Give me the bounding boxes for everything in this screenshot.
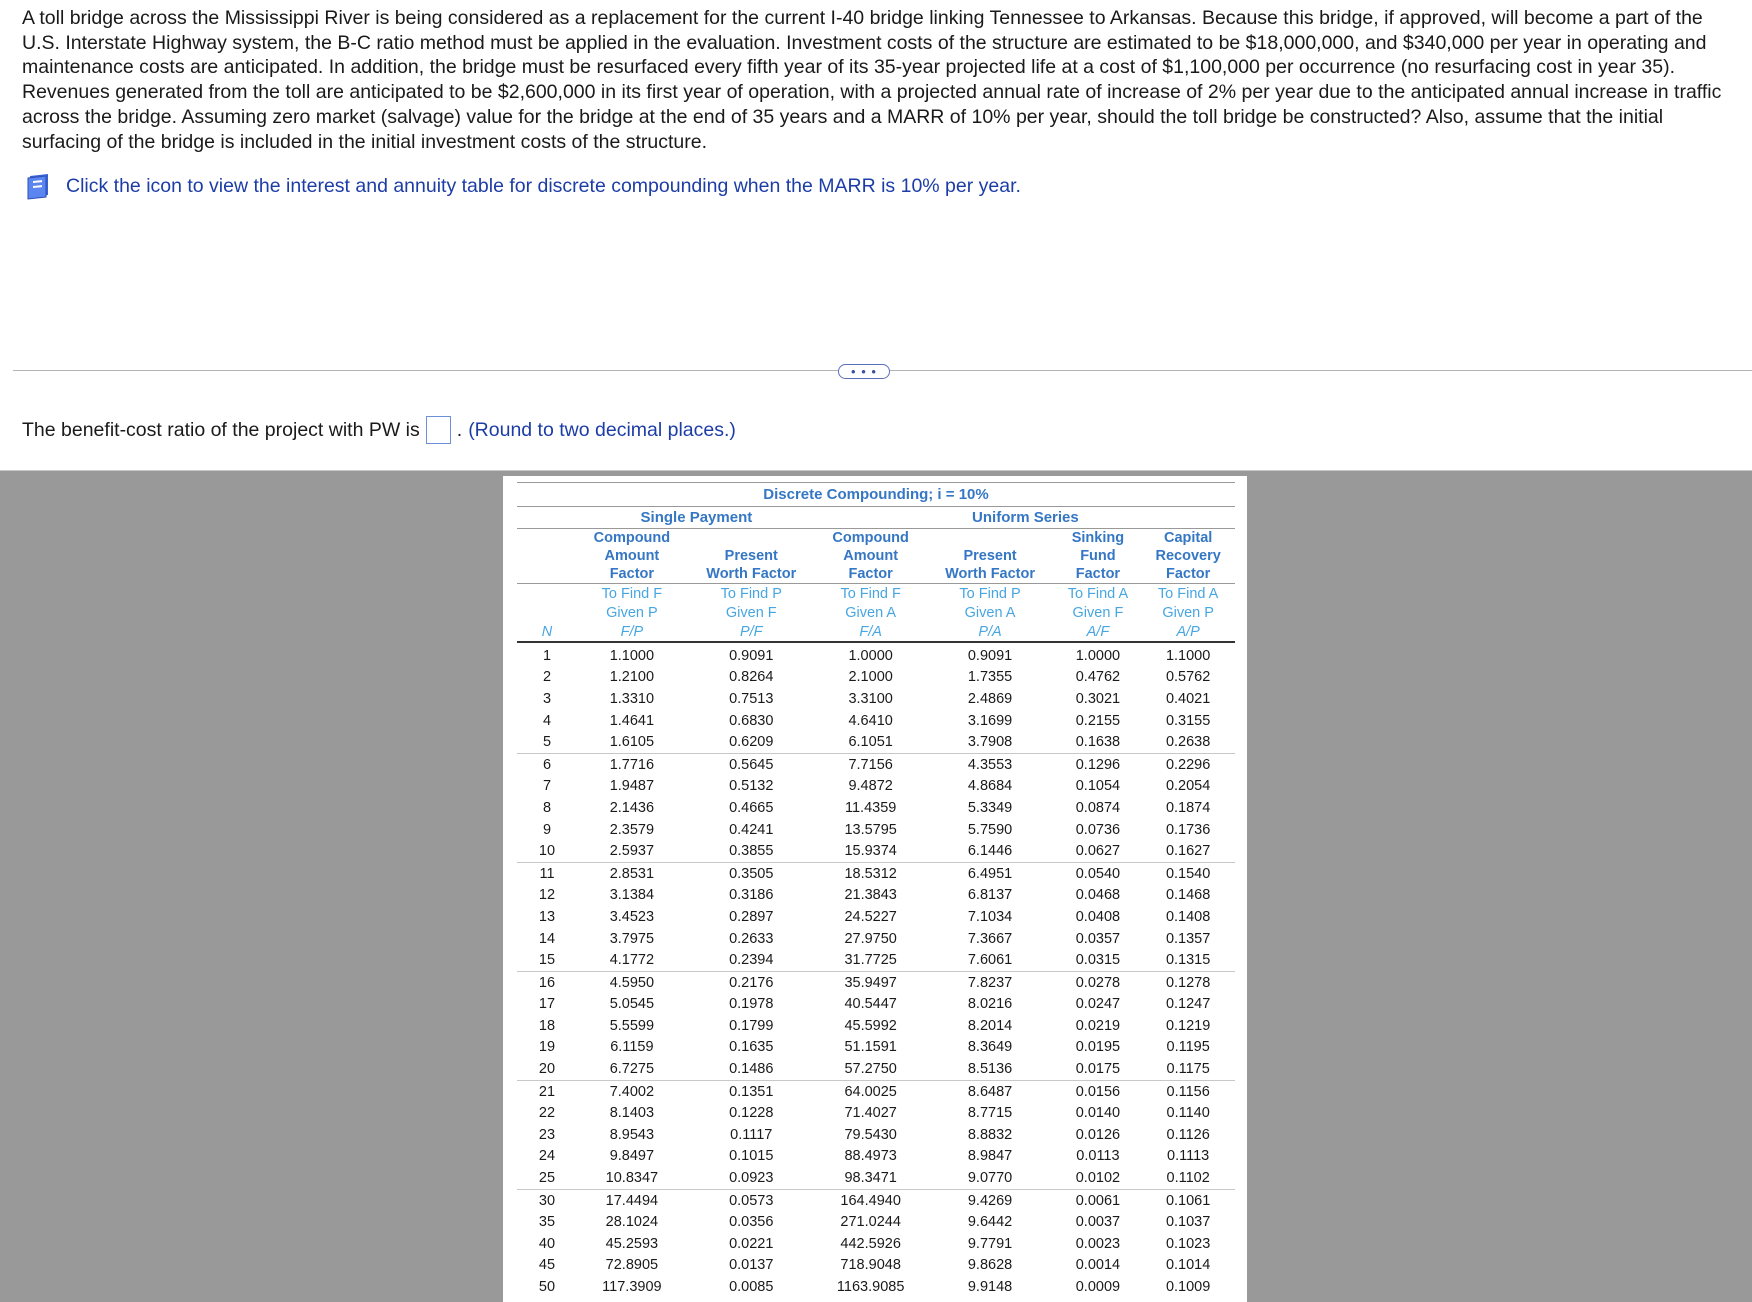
column-symbol-4: A/F <box>1055 622 1142 642</box>
table-cell-n: 9 <box>542 821 552 838</box>
table-cell-value: 0.1175 <box>1141 1058 1235 1080</box>
table-row <box>517 819 1235 841</box>
table-cell-value: 0.0085 <box>729 1279 774 1296</box>
column-name-2-line-2: Factor <box>816 565 926 584</box>
book-icon[interactable] <box>24 171 54 201</box>
group-uniform-series: Uniform Series <box>816 507 1235 529</box>
table-cell-n: 21 <box>538 1083 556 1100</box>
column-name-1-line-2: Worth Factor <box>687 565 816 584</box>
table-cell-n: 4 <box>542 712 552 729</box>
table-cell-value: 4.8684 <box>967 778 1013 795</box>
table-cell-value: 3.7975 <box>609 930 655 947</box>
table-cell-value: 0.1635 <box>729 1039 774 1056</box>
table-cell-value: 8.9543 <box>609 1126 655 1143</box>
table-row <box>517 1189 1235 1211</box>
table-row <box>517 1211 1235 1233</box>
table-cell-value: 0.0573 <box>729 1192 774 1209</box>
table-cell-value: 0.1102 <box>1141 1167 1235 1189</box>
table-cell-value: 1.1000 <box>609 647 655 664</box>
column-find-0-line-1: Given P <box>606 604 658 621</box>
table-cell-value: 7.8237 <box>967 974 1013 991</box>
interest-factor-table <box>517 482 1235 1298</box>
table-cell-value: 271.0244 <box>840 1214 901 1231</box>
column-symbol-3: P/A <box>926 622 1055 642</box>
table-cell-value: 6.4951 <box>967 865 1013 882</box>
table-cell-value: 0.1228 <box>729 1105 774 1122</box>
table-cell-value: 1.0000 <box>1075 647 1121 664</box>
table-cell-value: 0.0315 <box>1055 949 1142 971</box>
column-name-4-line-0: Sinking <box>1071 530 1125 546</box>
table-cell-value: 164.4940 <box>840 1192 901 1209</box>
table-cell-value: 0.0219 <box>1075 1017 1121 1034</box>
column-find-2-line-0: To Find F <box>840 585 901 602</box>
column-symbol-5: A/P <box>1141 622 1235 642</box>
table-cell-n: 17 <box>538 996 556 1013</box>
table-cell-value: 0.0023 <box>1075 1235 1121 1252</box>
group-single-payment: Single Payment <box>577 507 816 529</box>
table-cell-value: 0.0357 <box>1075 930 1121 947</box>
table-cell-value: 21.3843 <box>844 887 897 904</box>
table-row <box>517 1146 1235 1168</box>
table-cell-value: 6.7275 <box>577 1058 687 1080</box>
table-cell-value: 45.2593 <box>605 1235 659 1252</box>
table-cell-value: 0.1468 <box>1165 887 1211 904</box>
table-cell-value: 8.7715 <box>967 1105 1013 1122</box>
table-row <box>517 731 1235 753</box>
table-cell-value: 31.7725 <box>816 949 926 971</box>
table-cell-value: 0.1351 <box>729 1083 774 1100</box>
table-cell-value: 8.6487 <box>967 1083 1013 1100</box>
table-cell-value: 0.1023 <box>1165 1235 1211 1252</box>
column-name-1-line-1: Present <box>724 548 778 564</box>
table-cell-value: 0.1638 <box>1055 731 1142 753</box>
table-cell-value: 8.8832 <box>967 1126 1013 1143</box>
table-cell-value: 5.7590 <box>967 821 1013 838</box>
table-cell-value: 7.1034 <box>967 908 1013 925</box>
table-cell-value: 8.2014 <box>967 1017 1013 1034</box>
table-cell-value: 28.1024 <box>605 1214 659 1231</box>
table-row <box>517 906 1235 928</box>
table-cell-value: 0.0061 <box>1075 1192 1121 1209</box>
table-cell-n: 5 <box>517 731 577 753</box>
table-cell-value: 15.9374 <box>816 840 926 862</box>
table-cell-value: 0.1278 <box>1165 974 1211 991</box>
table-row <box>517 1102 1235 1124</box>
table-cell-value: 0.9091 <box>729 647 774 664</box>
table-cell-value: 1.7716 <box>609 756 655 773</box>
table-cell-n: 6 <box>542 756 552 773</box>
table-cell-value: 3.1384 <box>609 887 655 904</box>
table-cell-value: 5.3349 <box>967 799 1013 816</box>
table-cell-value: 0.4665 <box>729 799 774 816</box>
table-cell-value: 0.2638 <box>1141 731 1235 753</box>
table-cell-value: 79.5430 <box>844 1126 897 1143</box>
table-cell-value: 0.5132 <box>729 778 774 795</box>
table-cell-n: 12 <box>538 887 556 904</box>
table-cell-value: 6.1446 <box>926 840 1055 862</box>
table-cell-value: 718.9048 <box>840 1257 901 1274</box>
table-cell-value: 64.0025 <box>844 1083 897 1100</box>
table-cell-n: 10 <box>517 840 577 862</box>
table-cell-value: 2.1436 <box>609 799 655 816</box>
table-cell-value: 5.5599 <box>609 1017 655 1034</box>
table-cell-value: 0.7513 <box>729 690 774 707</box>
column-name-3-line-0 <box>926 529 1055 548</box>
table-cell-n: 14 <box>538 930 556 947</box>
table-cell-value: 0.0736 <box>1075 821 1121 838</box>
table-cell-value: 0.1117 <box>730 1126 773 1143</box>
table-cell-n: 50 <box>538 1279 556 1296</box>
table-cell-value: 0.0037 <box>1075 1214 1121 1231</box>
table-cell-value: 9.7791 <box>967 1235 1013 1252</box>
table-cell-value: 0.0408 <box>1075 908 1121 925</box>
table-cell-value: 0.0247 <box>1075 996 1121 1013</box>
answer-line <box>22 416 736 444</box>
table-cell-value: 0.5762 <box>1165 669 1211 686</box>
table-cell-value: 4.3553 <box>967 756 1013 773</box>
table-cell-value: 0.8264 <box>729 669 774 686</box>
table-cell-value: 72.8905 <box>605 1257 659 1274</box>
table-cell-value: 7.7156 <box>848 756 893 773</box>
rounding-hint: (Round to two decimal places.) <box>468 418 736 441</box>
table-cell-value: 6.8137 <box>967 887 1013 904</box>
table-cell-value: 442.5926 <box>840 1235 901 1252</box>
column-name-5-line-2: Factor <box>1141 565 1235 584</box>
table-cell-value: 2.8531 <box>609 865 655 882</box>
column-find-0-line-0: To Find F <box>601 585 663 602</box>
answer-period: . <box>456 418 463 441</box>
table-cell-value: 1.9487 <box>609 778 655 795</box>
table-cell-value: 0.1874 <box>1165 799 1211 816</box>
table-row <box>517 1037 1235 1059</box>
table-cell-value: 0.2054 <box>1165 778 1211 795</box>
table-cell-value: 2.3579 <box>609 821 655 838</box>
table-cell-value: 9.4269 <box>967 1192 1013 1209</box>
table-cell-n: 22 <box>538 1105 556 1122</box>
table-cell-n: 35 <box>538 1214 556 1231</box>
table-cell-value: 0.2394 <box>687 949 816 971</box>
table-row <box>517 840 1235 862</box>
table-cell-value: 0.0468 <box>1075 887 1121 904</box>
table-cell-value: 4.5950 <box>609 974 655 991</box>
interest-table-link-text[interactable]: Click the icon to view the interest and annuity table for discrete compounding when the MARR is 10% per year. <box>66 174 1021 197</box>
table-cell-value: 88.4973 <box>844 1148 897 1165</box>
interest-table-link[interactable] <box>24 171 1021 201</box>
table-cell-value: 8.0216 <box>967 996 1013 1013</box>
table-cell-value: 0.3155 <box>1165 712 1211 729</box>
column-find-1-line-1: Given F <box>725 604 777 621</box>
table-cell-value: 0.1978 <box>729 996 774 1013</box>
table-cell-value: 0.1195 <box>1166 1039 1210 1056</box>
table-cell-value: 0.1315 <box>1141 949 1235 971</box>
table-cell-value: 1.0000 <box>848 647 893 664</box>
column-name-3-line-1: Present <box>963 548 1017 564</box>
table-cell-value: 0.0278 <box>1075 974 1121 991</box>
table-cell-value: 51.1591 <box>844 1039 897 1056</box>
table-cell-n: 11 <box>539 865 555 882</box>
table-cell-value: 7.3667 <box>967 930 1013 947</box>
interest-table-panel <box>503 476 1247 1302</box>
table-cell-value: 0.4762 <box>1075 669 1121 686</box>
table-cell-value: 0.1736 <box>1165 821 1211 838</box>
table-row <box>517 710 1235 732</box>
table-cell-value: 8.9847 <box>967 1148 1013 1165</box>
table-cell-value: 0.0156 <box>1075 1083 1121 1100</box>
table-cell-n: 23 <box>538 1126 556 1143</box>
table-cell-value: 0.1061 <box>1165 1192 1211 1209</box>
table-cell-value: 0.2633 <box>729 930 774 947</box>
column-header-n: N <box>517 622 577 642</box>
table-cell-value: 0.0126 <box>1075 1126 1121 1143</box>
table-row <box>517 1080 1235 1102</box>
column-symbol-2: F/A <box>816 622 926 642</box>
table-cell-n: 2 <box>542 669 552 686</box>
table-cell-n: 7 <box>542 778 552 795</box>
column-find-3-line-0: To Find P <box>959 585 1021 602</box>
table-cell-value: 3.7908 <box>926 731 1055 753</box>
table-cell-value: 3.1699 <box>967 712 1013 729</box>
column-find-5-line-1: Given P <box>1162 604 1214 621</box>
table-row <box>517 862 1235 884</box>
column-find-1-line-0: To Find P <box>720 585 782 602</box>
column-name-2-line-0: Compound <box>832 530 909 546</box>
table-cell-value: 0.6830 <box>729 712 774 729</box>
question-panel <box>0 0 1752 471</box>
table-cell-value: 10.8347 <box>577 1167 687 1189</box>
table-cell-value: 71.4027 <box>844 1105 897 1122</box>
answer-prompt: The benefit-cost ratio of the project with PW is <box>22 418 420 441</box>
expand-more-button[interactable]: • • • <box>838 364 890 379</box>
table-cell-value: 0.1014 <box>1165 1257 1211 1274</box>
column-name-0-line-2: Factor <box>577 565 687 584</box>
table-cell-value: 0.1140 <box>1166 1105 1210 1122</box>
table-cell-value: 13.5795 <box>844 821 897 838</box>
table-cell-value: 2.5937 <box>577 840 687 862</box>
table-cell-value: 0.0195 <box>1075 1039 1121 1056</box>
table-cell-value: 0.0140 <box>1075 1105 1121 1122</box>
table-cell-value: 1163.9085 <box>836 1279 905 1296</box>
table-cell-value: 0.4241 <box>729 821 774 838</box>
table-cell-value: 8.3649 <box>967 1039 1013 1056</box>
table-cell-value: 0.1037 <box>1165 1214 1211 1231</box>
table-cell-value: 1.1000 <box>1165 647 1211 664</box>
table-cell-n: 30 <box>538 1192 556 1209</box>
table-cell-value: 9.8628 <box>967 1257 1013 1274</box>
table-cell-value: 5.0545 <box>609 996 655 1013</box>
table-cell-value: 0.1113 <box>1167 1148 1210 1165</box>
table-row <box>517 1276 1235 1298</box>
table-cell-value: 9.8497 <box>609 1148 655 1165</box>
table-cell-value: 0.2897 <box>729 908 774 925</box>
table-cell-value: 0.1009 <box>1165 1279 1211 1296</box>
table-cell-value: 11.4359 <box>844 799 897 816</box>
column-symbol-0: F/P <box>577 622 687 642</box>
table-row <box>517 1124 1235 1146</box>
table-cell-value: 1.2100 <box>609 669 655 686</box>
table-cell-value: 0.0540 <box>1075 865 1121 882</box>
table-cell-n: 40 <box>538 1235 556 1252</box>
table-cell-n: 18 <box>538 1017 556 1034</box>
table-cell-value: 18.5312 <box>844 865 897 882</box>
table-row <box>517 1058 1235 1080</box>
table-cell-n: 15 <box>517 949 577 971</box>
table-cell-value: 98.3471 <box>816 1167 926 1189</box>
table-cell-value: 1.3310 <box>609 690 655 707</box>
table-cell-value: 0.3505 <box>729 865 774 882</box>
table-cell-value: 17.4494 <box>605 1192 659 1209</box>
table-cell-value: 6.1051 <box>816 731 926 753</box>
table-title: Discrete Compounding; i = 10% <box>517 483 1235 507</box>
table-cell-n: 45 <box>538 1257 556 1274</box>
table-cell-value: 0.1627 <box>1141 840 1235 862</box>
table-row <box>517 928 1235 950</box>
table-row <box>517 753 1235 775</box>
column-symbol-1: P/F <box>687 622 816 642</box>
table-cell-value: 4.6410 <box>848 712 893 729</box>
table-cell-n: 24 <box>538 1148 556 1165</box>
table-cell-value: 40.5447 <box>844 996 897 1013</box>
table-cell-value: 45.5992 <box>844 1017 897 1034</box>
table-cell-value: 0.0009 <box>1075 1279 1121 1296</box>
table-cell-value: 4.1772 <box>577 949 687 971</box>
table-cell-value: 0.1126 <box>1166 1126 1210 1143</box>
table-cell-value: 1.6105 <box>577 731 687 753</box>
bc-ratio-input[interactable] <box>426 416 451 444</box>
table-cell-value: 0.2155 <box>1075 712 1121 729</box>
table-cell-value: 9.9148 <box>967 1279 1013 1296</box>
table-cell-value: 0.5645 <box>729 756 774 773</box>
table-cell-value: 0.1219 <box>1165 1017 1211 1034</box>
table-cell-value: 0.0137 <box>729 1257 774 1274</box>
column-name-0-line-1: Amount <box>604 548 660 564</box>
table-cell-n: 13 <box>538 908 556 925</box>
table-cell-n: 19 <box>538 1039 556 1056</box>
table-cell-value: 0.0221 <box>729 1235 774 1252</box>
table-cell-value: 57.2750 <box>816 1058 926 1080</box>
table-cell-value: 0.1296 <box>1075 756 1121 773</box>
table-cell-value: 9.0770 <box>926 1167 1055 1189</box>
table-row <box>517 1233 1235 1255</box>
table-cell-value: 0.0627 <box>1055 840 1142 862</box>
table-cell-value: 9.4872 <box>848 778 893 795</box>
table-cell-value: 9.6442 <box>967 1214 1013 1231</box>
table-cell-value: 0.3021 <box>1075 690 1121 707</box>
table-cell-value: 3.4523 <box>609 908 655 925</box>
table-cell-value: 117.3909 <box>602 1279 662 1296</box>
table-cell-value: 0.0923 <box>687 1167 816 1189</box>
table-cell-value: 8.5136 <box>926 1058 1055 1080</box>
table-row <box>517 776 1235 798</box>
column-name-0-line-0: Compound <box>593 530 671 546</box>
table-cell-value: 7.6061 <box>926 949 1055 971</box>
table-cell-value: 2.1000 <box>848 669 893 686</box>
problem-statement: A toll bridge across the Mississippi River is being considered as a replacement for the current I-40 bridge linking Tennessee to Arkansas. Because this bridge, if approved, will become a part of the U.S. Interstate Highway system, the B-C ratio method must be applied in the evaluation. Investment costs of the structure are estimated to be $18,000,000, and $340,000 per year in operating and maintenance costs are anticipated. In addition, the bridge must be resurfaced every fifth year of its 35-year projected life at a cost of $1,100,000 per occurrence (no resurfacing cost in year 35). Revenues generated from the toll are anticipated to be $2,600,000 in its first year of operation, with a projected annual rate of increase of 2% per year due to the anticipated annual increase in traffic across the bridge. Assuming zero market (salvage) value for the bridge at the end of 35 years and a MARR of 10% per year, should the toll bridge be constructed? Also, assume that the initial surfacing of the bridge is included in the initial investment costs of the structure. <box>22 7 1722 153</box>
table-cell-value: 0.2176 <box>729 974 774 991</box>
table-cell-value: 1.7355 <box>967 669 1013 686</box>
table-cell-value: 0.3855 <box>687 840 816 862</box>
column-find-4-line-0: To Find A <box>1067 585 1129 602</box>
table-row <box>517 688 1235 710</box>
table-cell-value: 0.1799 <box>729 1017 774 1034</box>
table-row <box>517 949 1235 971</box>
table-cell-value: 0.1156 <box>1166 1083 1210 1100</box>
column-name-4-line-1: Fund <box>1080 548 1116 564</box>
table-row <box>517 797 1235 819</box>
table-cell-value: 0.0175 <box>1055 1058 1142 1080</box>
table-row <box>517 667 1235 689</box>
table-cell-value: 0.0102 <box>1055 1167 1142 1189</box>
column-find-5-line-0: To Find A <box>1157 585 1219 602</box>
column-find-3-line-1: Given A <box>964 604 1016 621</box>
table-row <box>517 1255 1235 1277</box>
table-cell-value: 0.1486 <box>687 1058 816 1080</box>
table-cell-value: 0.1054 <box>1075 778 1121 795</box>
column-name-5-line-0: Capital <box>1163 530 1213 546</box>
table-cell-value: 24.5227 <box>844 908 897 925</box>
column-name-3-line-2: Worth Factor <box>926 565 1055 584</box>
table-row <box>517 1167 1235 1189</box>
column-find-4-line-1: Given F <box>1072 604 1124 621</box>
table-cell-value: 0.1540 <box>1165 865 1211 882</box>
table-cell-value: 8.1403 <box>609 1105 655 1122</box>
table-row <box>517 971 1235 993</box>
table-cell-value: 0.0356 <box>729 1214 774 1231</box>
column-name-1-line-0 <box>687 529 816 548</box>
table-cell-value: 6.1159 <box>610 1039 654 1056</box>
column-name-4-line-2: Factor <box>1055 565 1142 584</box>
table-cell-value: 0.1408 <box>1165 908 1211 925</box>
column-find-2-line-1: Given A <box>845 604 897 621</box>
table-cell-value: 35.9497 <box>844 974 897 991</box>
table-cell-value: 2.4869 <box>967 690 1013 707</box>
table-cell-value: 7.4002 <box>609 1083 655 1100</box>
table-cell-value: 3.3100 <box>848 690 893 707</box>
table-cell-value: 0.1015 <box>729 1148 774 1165</box>
table-cell-n: 16 <box>538 974 556 991</box>
table-cell-value: 0.0014 <box>1075 1257 1121 1274</box>
column-name-2-line-1: Amount <box>843 548 899 564</box>
table-cell-value: 0.6209 <box>687 731 816 753</box>
table-cell-n: 8 <box>542 799 552 816</box>
table-cell-n: 3 <box>542 690 552 707</box>
column-name-5-line-1: Recovery <box>1155 548 1221 564</box>
table-cell-value: 0.3186 <box>729 887 774 904</box>
table-cell-n: 1 <box>542 647 552 664</box>
table-row <box>517 885 1235 907</box>
table-row <box>517 994 1235 1016</box>
table-cell-n: 25 <box>517 1167 577 1189</box>
table-row <box>517 1015 1235 1037</box>
table-cell-value: 0.4021 <box>1165 690 1211 707</box>
table-cell-value: 0.0874 <box>1075 799 1121 816</box>
table-cell-value: 0.2296 <box>1165 756 1211 773</box>
table-cell-n: 20 <box>517 1058 577 1080</box>
table-row <box>517 642 1235 667</box>
table-cell-value: 0.9091 <box>967 647 1013 664</box>
table-cell-value: 0.1357 <box>1165 930 1211 947</box>
table-cell-value: 0.1247 <box>1165 996 1211 1013</box>
table-cell-value: 0.0113 <box>1076 1148 1120 1165</box>
table-cell-value: 1.4641 <box>609 712 655 729</box>
table-cell-value: 27.9750 <box>844 930 897 947</box>
